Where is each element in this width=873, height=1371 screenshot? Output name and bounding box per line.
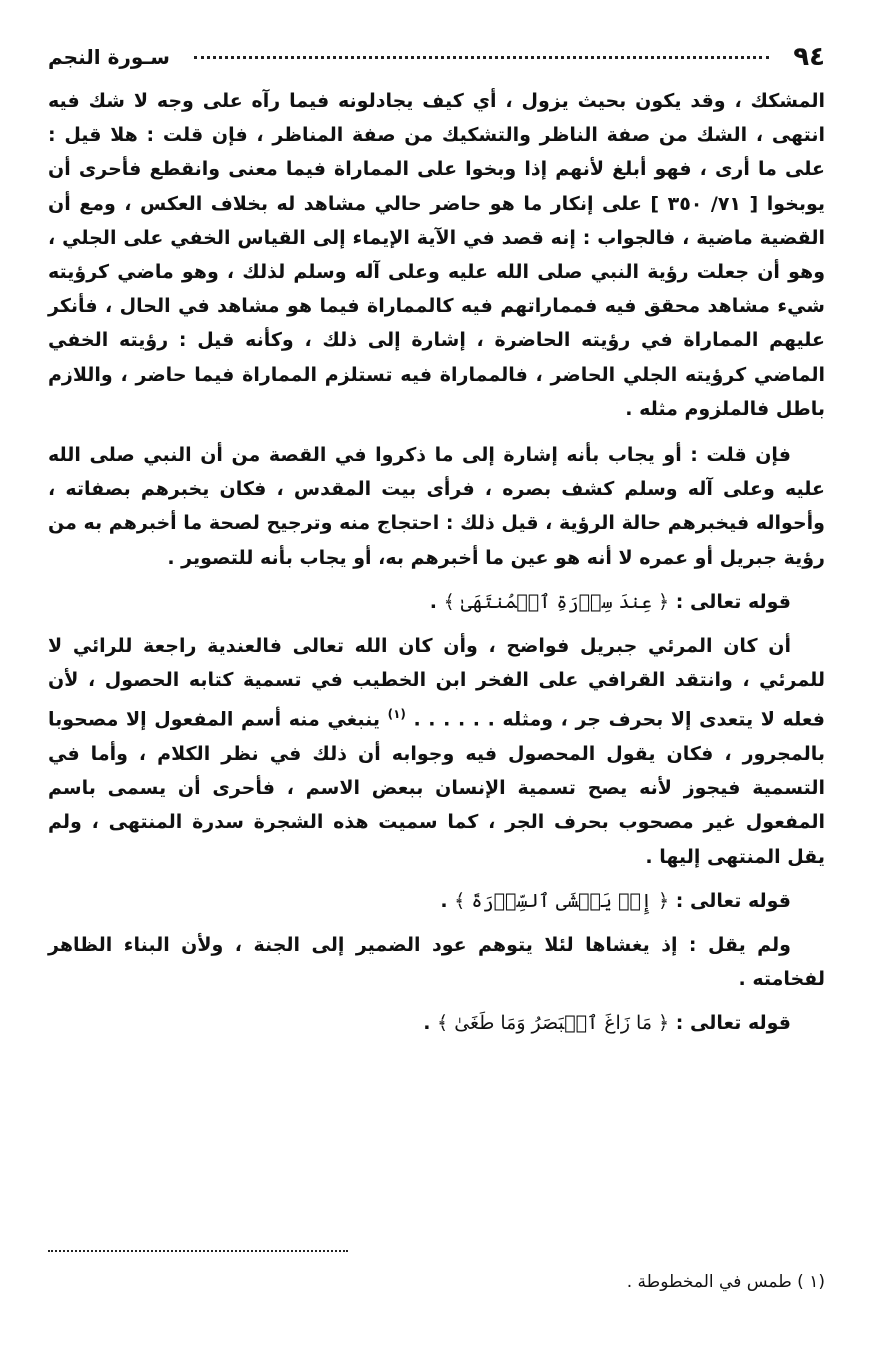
paragraph-2: فإن قلت : أو يجاب بأنه إشارة إلى ما ذكروا في القصة من أن النبي صلى الله عليه وعلى آله وسلم كشف بصره ، فرأى بيت المقدس ، فكان يخبرهم بصفاته ، وأحواله فيخبرهم حالة الرؤية ، قيل ذلك : احتجاج منه وترجيح لصحة ما أخبرهم به من رؤية جبريل أو عمره لا أنه هو عين ما أخبرهم به، أو يجاب بأنه للتصوير . xyxy=(48,444,825,569)
verse-end: . xyxy=(440,889,455,912)
verse-line-1 xyxy=(48,585,825,619)
page-body xyxy=(48,84,825,1051)
quran-verse: ﴿ إِذۡ يَغۡشَى ٱلسِّدۡرَةَ ﴾ xyxy=(454,889,670,912)
surah-title: سـورة النجم xyxy=(48,45,170,69)
verse-intro: قوله تعالى : xyxy=(669,590,791,613)
verse-intro: قوله تعالى : xyxy=(669,889,791,912)
footnote-divider xyxy=(48,1250,348,1252)
page-header xyxy=(48,40,825,74)
verse-line-3 xyxy=(48,1006,825,1040)
verse-end: . xyxy=(429,590,444,613)
footnote-reference: (١) xyxy=(387,707,406,722)
verse-end: . xyxy=(423,1012,438,1035)
paragraph-3 xyxy=(48,629,825,874)
verse-line-2 xyxy=(48,884,825,918)
footnote: (١ ) طمس في المخطوطة . xyxy=(626,1272,825,1292)
paragraph-3-part-1: أن كان المرئي جبريل فواضح ، وأن كان الله تعالى فالعندية راجعة للرائي لا للمرئي ، وانتقد القرافي على الفخر ابن الخطيب في تسمية كتابه الحصول ، لأن فعله لا يتعدى إلا بحرف جر ، ومثله . . . . . . xyxy=(48,635,825,731)
verse-intro: قوله تعالى : xyxy=(669,1012,791,1035)
quran-verse: ﴿ مَا زَاغَ ٱلۡبَصَرُ وَمَا طَغَىٰ ﴾ xyxy=(437,1012,670,1035)
paragraph-1: المشكك ، وقد يكون بحيث يزول ، أي كيف يجادلونه فيما رآه على وجه لا شك فيه انتهى ، الشك من صفة الناظر والتشكيك من صفة المناظر ، فإن قلت : هلا قيل : على ما أرى ، فهو أبلغ لأنهم إذا وبخوا على المماراة فيما معنى وانقطع فأحرى أن يوبخوا [ ٧١/ ٣٥٠ ] على إنكار ما هو حاضر حالي مشاهد له بخلاف العكس ، ومع أن القضية ماضية ، فالجواب : إنه قصد في الآية الإيماء إلى القياس الخفي على الجلي ، وهو أن جعلت رؤية النبي صلى الله عليه وعلى آله وسلم لذلك ، وهو ماضي كرؤيته شيء مشاهد محقق فيه فمماراتهم فيه كالمماراة فيما هو مشاهد في الحال ، فأنكر عليهم المماراة في رؤيته الحاضرة ، إشارة إلى ذلك ، وكأنه قيل : رؤيته الخفي الماضي كرؤيته الجلي الحاضر ، فالمماراة فيه تستلزم المماراة فيما حاضر ، واللازم باطل فالملزوم مثله . xyxy=(48,90,825,420)
header-dotted-rule xyxy=(194,56,769,59)
paragraph-4: ولم يقل : إذ يغشاها لئلا يتوهم عود الضمير إلى الجنة ، ولأن البناء الظاهر لفخامته . xyxy=(48,934,825,991)
quran-verse: ﴿ عِندَ سِدۡرَةِ ٱلۡمُنتَهَىٰ ﴾ xyxy=(443,590,670,613)
page-number: ٩٤ xyxy=(793,42,825,72)
paragraph-3-part-2: ينبغي منه أسم المفعول إلا مصحوبا بالمجرور ، فكان يقول المحصول فيه وجوابه أن ذلك في نظر الكلام ، وأما في التسمية فيجوز لأنه يصح تسمية الإنسان ببعض الاسم ، فأحرى أن يسمى باسم المفعول غير مصحوب بحرف الجر ، كما سميت هذه الشجرة سدرة المنتهى ، ولم يقل المنتهى إليها . xyxy=(48,708,825,868)
